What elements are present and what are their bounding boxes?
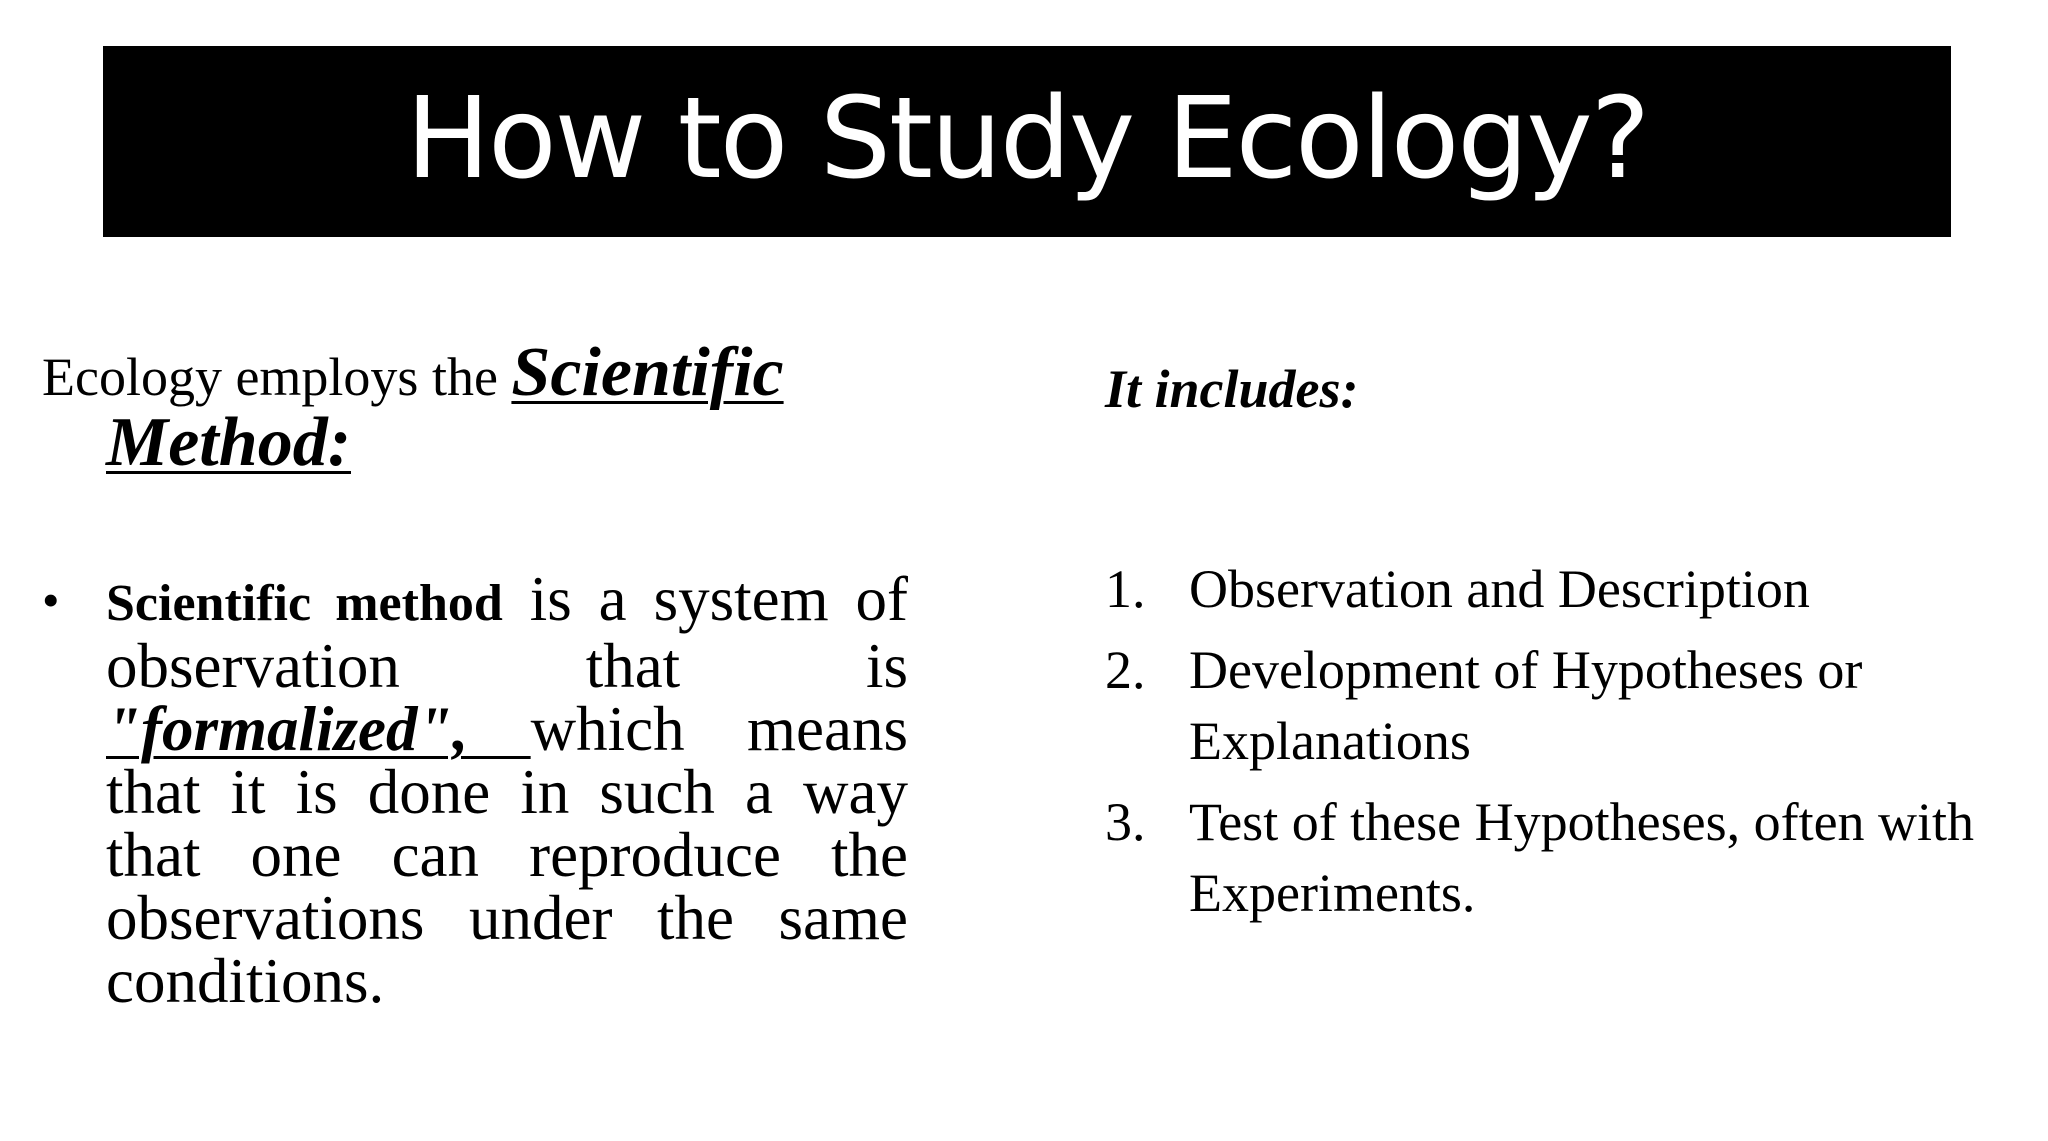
list-item xyxy=(1105,554,1985,625)
step-text: Observation and Description xyxy=(1189,559,1810,619)
list-item xyxy=(1105,787,1985,929)
includes-heading: It includes: xyxy=(1105,359,1359,419)
right-column xyxy=(1105,356,1985,939)
steps-list xyxy=(1105,554,1985,929)
bullet-item xyxy=(42,564,909,1016)
title-banner xyxy=(103,46,1951,237)
step-text: Development of Hypotheses or Explanations xyxy=(1189,640,1863,771)
step-number: 3. xyxy=(1105,792,1146,852)
step-number: 1. xyxy=(1105,559,1146,619)
scientific-method-heading: Scientific Method: xyxy=(106,334,784,481)
bullet-dot: • xyxy=(42,572,60,628)
bullet-text-part2: which means that it is done in such a way that one can reproduce the observations under the same conditions. xyxy=(106,694,908,1016)
intro-prefix: Ecology employs the xyxy=(42,347,512,407)
bullet-strong-term: Scientific method xyxy=(106,575,503,632)
list-item xyxy=(1105,635,1985,777)
slide-title: How to Study Ecology? xyxy=(405,73,1649,204)
formalized-term: "formalized", xyxy=(106,694,531,764)
step-text: Test of these Hypotheses, often with Experiments. xyxy=(1189,792,1975,923)
bullet-text xyxy=(106,564,909,1016)
intro-paragraph xyxy=(42,334,908,481)
bullet-text-part1: is a system of observation that is xyxy=(106,564,909,701)
left-column xyxy=(42,334,909,1016)
step-number: 2. xyxy=(1105,640,1146,700)
